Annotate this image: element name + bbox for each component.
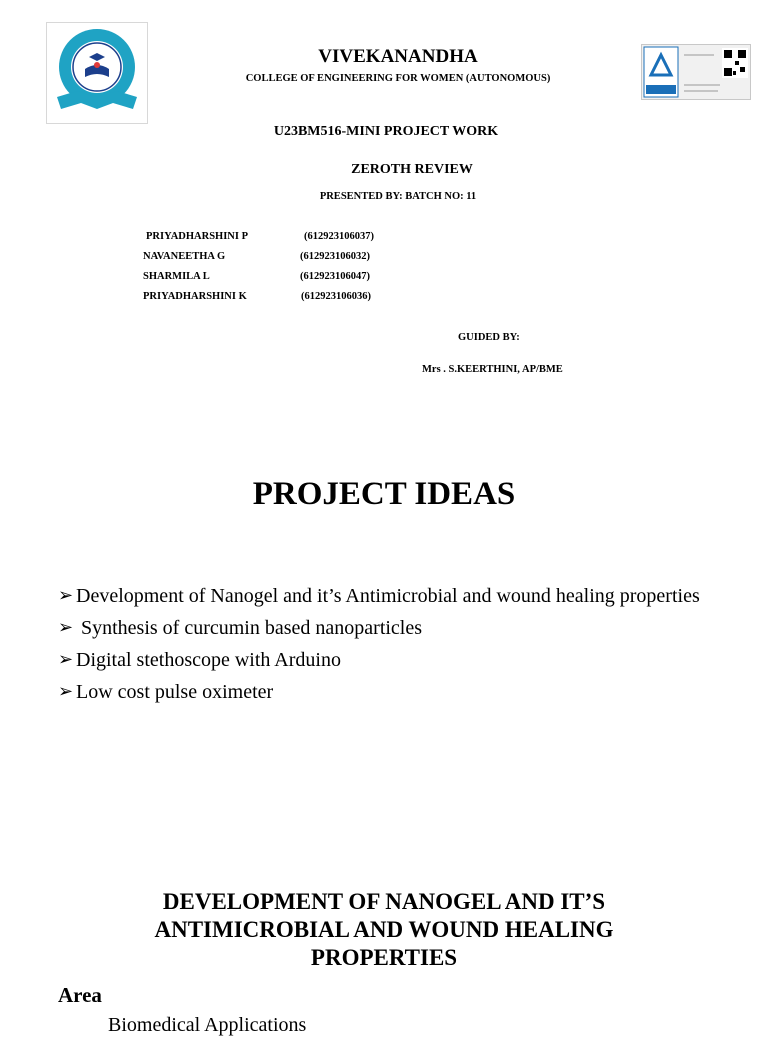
list-item bbox=[58, 648, 718, 672]
guide-name: Mrs . S.KEERTHINI, AP/BME bbox=[422, 364, 563, 375]
college-name: VIVEKANANDHA bbox=[318, 46, 478, 67]
idea-text: Low cost pulse oximeter bbox=[76, 681, 274, 703]
tuv-certification-icon bbox=[642, 45, 750, 99]
arrow-bullet-icon: ➢ bbox=[58, 617, 74, 637]
member-name: NAVANEETHA G bbox=[143, 251, 226, 262]
area-item: Biomedical Applications bbox=[108, 1014, 307, 1036]
member-name: PRIYADHARSHINI K bbox=[143, 291, 247, 302]
idea-text: Digital stethoscope with Arduino bbox=[76, 649, 341, 671]
list-item bbox=[58, 680, 718, 704]
project-ideas-list bbox=[58, 584, 718, 704]
iso-certification-badge bbox=[641, 44, 751, 100]
member-id: (612923106036) bbox=[301, 291, 371, 302]
member-id: (612923106032) bbox=[300, 251, 370, 262]
idea-text: Development of Nanogel and it’s Antimicrobial and wound healing properties bbox=[76, 585, 700, 607]
list-item bbox=[58, 584, 718, 608]
member-id: (612923106037) bbox=[304, 231, 374, 242]
member-name: SHARMILA L bbox=[143, 271, 210, 282]
guided-by-label: GUIDED BY: bbox=[458, 332, 520, 343]
member-name: PRIYADHARSHINI P bbox=[146, 231, 249, 242]
college-logo bbox=[46, 22, 148, 124]
course-title: U23BM516-MINI PROJECT WORK bbox=[273, 124, 499, 139]
arrow-bullet-icon: ➢ bbox=[58, 649, 74, 669]
idea-text: Synthesis of curcumin based nanoparticles bbox=[76, 617, 423, 639]
list-item bbox=[58, 616, 718, 640]
member-id: (612923106047) bbox=[300, 271, 370, 282]
arrow-bullet-icon: ➢ bbox=[58, 681, 74, 701]
college-seal-icon bbox=[47, 23, 147, 123]
section-title: DEVELOPMENT OF NANOGEL AND IT’S ANTIMICROBIAL AND WOUND HEALING PROPERTIES bbox=[154, 889, 614, 970]
area-heading: Area bbox=[58, 983, 102, 1007]
review-title: ZEROTH REVIEW bbox=[351, 162, 473, 177]
presented-by: PRESENTED BY: BATCH NO: 11 bbox=[319, 191, 477, 202]
project-ideas-title: PROJECT IDEAS bbox=[252, 476, 516, 512]
college-subtitle: COLLEGE OF ENGINEERING FOR WOMEN (AUTONOMOUS) bbox=[245, 73, 551, 84]
arrow-bullet-icon: ➢ bbox=[58, 585, 74, 605]
